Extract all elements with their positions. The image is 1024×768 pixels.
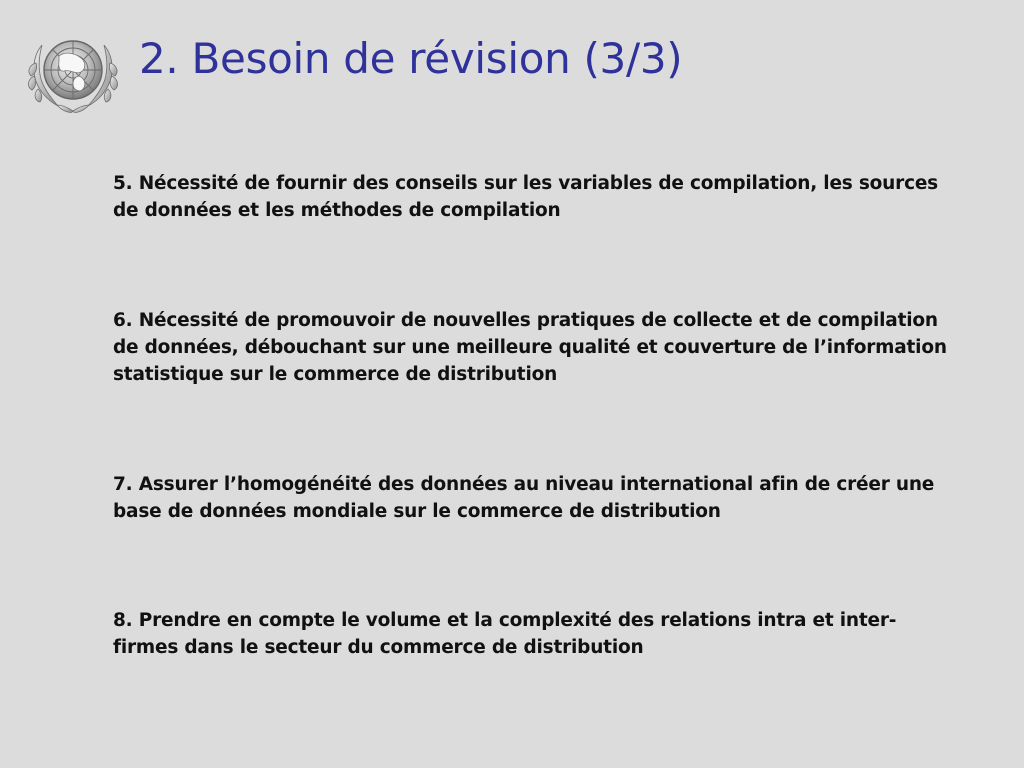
un-emblem-icon (24, 33, 122, 115)
list-item: 5. Nécessité de fournir des conseils sur les variables de compilation, les sources de données et les méthodes de compilation (113, 173, 938, 221)
list-item: 7. Assurer l’homogénéité des données au niveau international afin de créer une base de données mondiale sur le commerce de distribution (113, 474, 935, 522)
list-item: 6. Nécessité de promouvoir de nouvelles pratiques de collecte et de compilation de données, débouchant sur une meilleure qualité et couverture de l’information statistique sur le commerce de distribution (113, 310, 947, 385)
list-item: 8. Prendre en compte le volume et la complexité des relations intra et inter-firmes dans le secteur du commerce de distribution (113, 610, 897, 658)
page-title: 2. Besoin de révision (3/3) (139, 34, 683, 83)
